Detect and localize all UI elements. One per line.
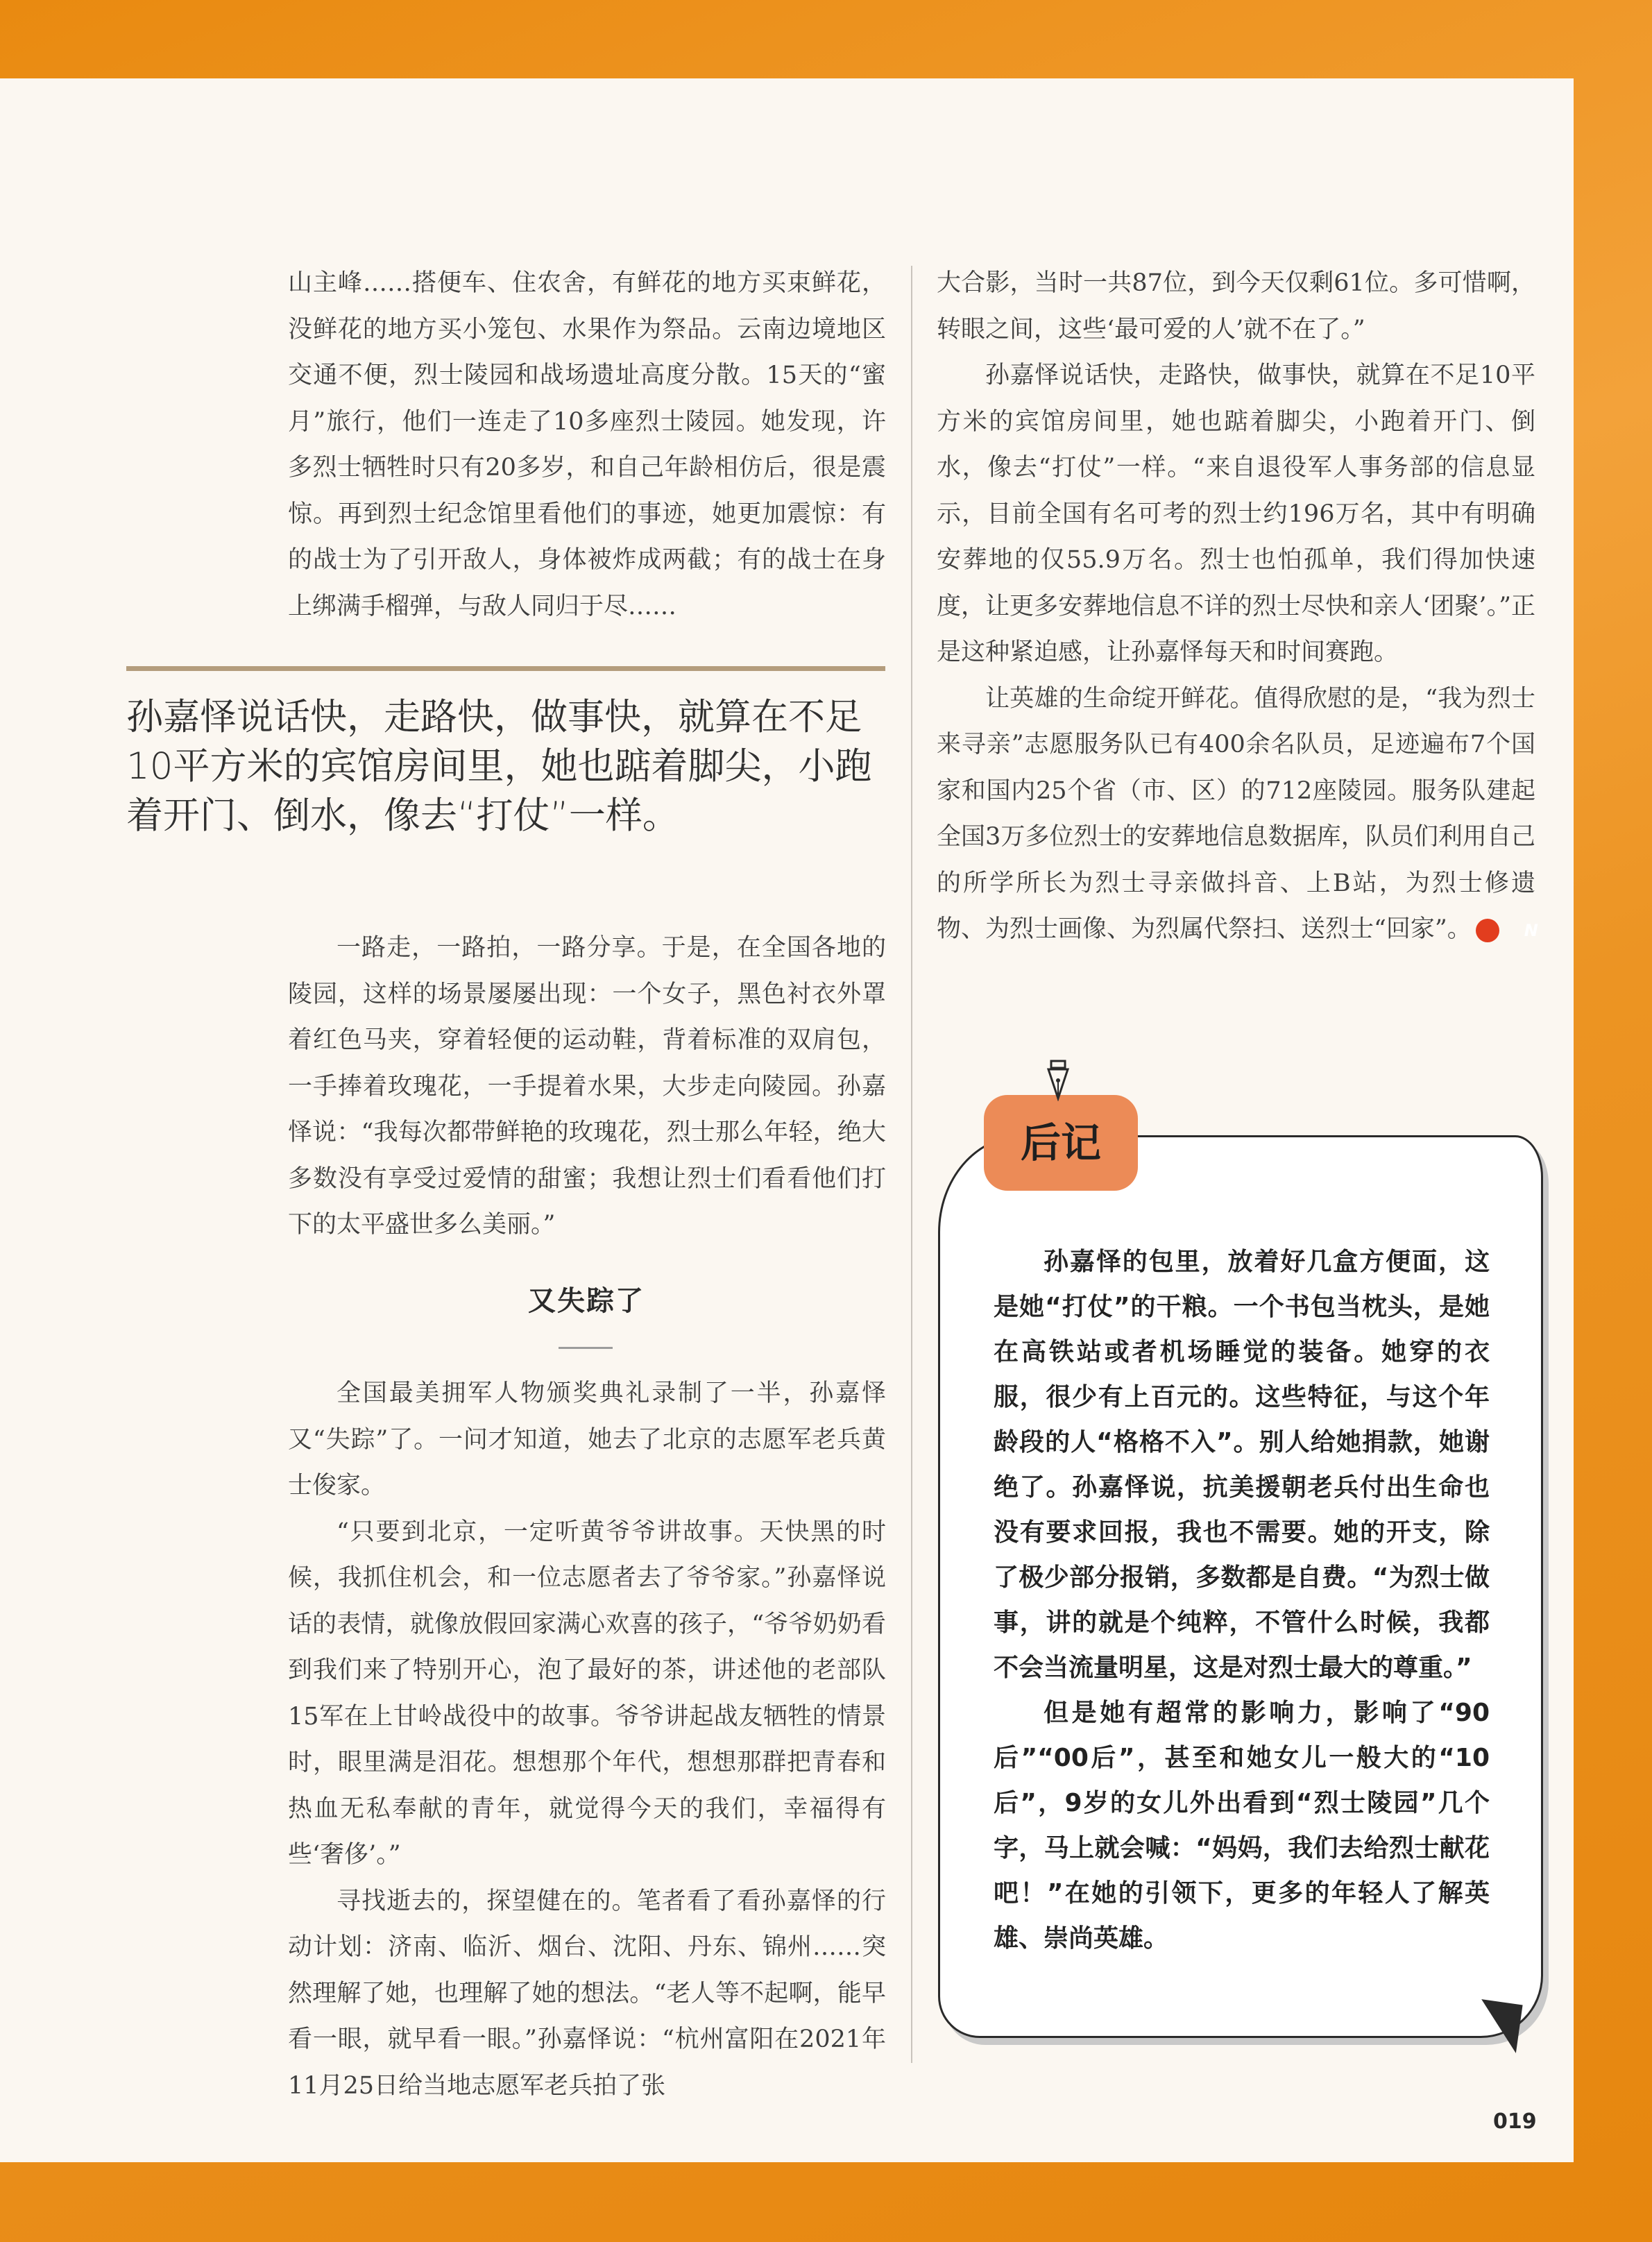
page-number: 019 xyxy=(1493,2109,1537,2134)
paragraph: “只要到北京，一定听黄爷爷讲故事。天快黑的时候，我抓住机会，和一位志愿者去了爷爷家。”孙嘉怿说话的表情，就像放假回家满心欢喜的孩子，“爷爷奶奶看到我们来了特别开心，泡了最好的茶，讲述他的老部队15军在上甘岭战役中的故事。爷爷讲起战友牺牲的情景时，眼里满是泪花。想想那个年代，想想那群把青春和热血无私奉献的青年，就觉得今天的我们，幸福得有些‘奢侈’。” xyxy=(288,1518,886,1869)
paragraph: 孙嘉怿的包里，放着好几盒方便面，这是她“打仗”的干粮。一个书包当枕头，是她在高铁站或者机场睡觉的装备。她穿的衣服，很少有上百元的。这些特征，与这个年龄段的人“格格不入”。别人给她捐款，她谢绝了。孙嘉怿说，抗美援朝老兵付出生命也没有要求回报，我也不需要。她的开支，除了极少部分报销，多数都是自费。“为烈士做事，讲的就是个纯粹，不管什么时候，我都不会当流量明星，这是对烈士最大的尊重。” xyxy=(994,1248,1490,1682)
section-heading: 又失踪了 xyxy=(528,1285,645,1317)
left-column-bottom xyxy=(288,1370,886,2109)
paragraph: 大合影，当时一共87位，到今天仅剩61位。多可惜啊，转眼之间，这些‘最可爱的人’就不在了。” xyxy=(937,269,1535,343)
paragraph: 寻找逝去的，探望健在的。笔者看了看孙嘉怿的行动计划：济南、临沂、烟台、沈阳、丹东、锦州……突然理解了她，也理解了她的想法。“老人等不起啊，能早看一眼，就早看一眼。”孙嘉怿说：“杭州富阳在2021年11月25日给当地志愿军老兵拍了张 xyxy=(288,1887,886,2100)
speech-bubble-tail xyxy=(1474,1999,1522,2053)
end-mark-icon: N xyxy=(1476,919,1499,942)
afterword-tag: 后记 xyxy=(984,1095,1138,1191)
paragraph-text: 让英雄的生命绽开鲜花。值得欣慰的是，“我为烈士来寻亲”志愿服务队已有400余名队员，足迹遍布7个国家和国内25个省（市、区）的712座陵园。服务队建起全国3万多位烈士的安葬地信息数据库，队员们利用自己的所学所长为烈士寻亲做抖音、上B站，为烈士修遗物、为烈士画像、为烈属代祭扫、送烈士“回家”。 xyxy=(937,684,1535,943)
left-column-top xyxy=(288,260,886,629)
paragraph: 全国最美拥军人物颁奖典礼录制了一半，孙嘉怿又“失踪”了。一问才知道，她去了北京的志愿军老兵黄士俊家。 xyxy=(288,1379,886,1500)
pen-nib-icon xyxy=(1044,1060,1072,1101)
section-heading-rule xyxy=(559,1347,613,1349)
left-column-middle xyxy=(288,925,886,1248)
afterword-text xyxy=(994,1239,1490,1961)
paragraph: 山主峰……搭便车、住农舍，有鲜花的地方买束鲜花，没鲜花的地方买小笼包、水果作为祭品。云南边境地区交通不便，烈士陵园和战场遗址高度分散。15天的“蜜月”旅行，他们一连走了10多座烈士陵园。她发现，许多烈士牺牲时只有20多岁，和自己年龄相仿后，很是震惊。再到烈士纪念馆里看他们的事迹，她更加震惊：有的战士为了引开敌人，身体被炸成两截；有的战士在身上绑满手榴弹，与敌人同归于尽…… xyxy=(288,269,886,620)
right-column xyxy=(937,260,1538,953)
paragraph: 孙嘉怿说话快，走路快，做事快，就算在不足10平方米的宾馆房间里，她也踮着脚尖，小跑着开门、倒水，像去“打仗”一样。“来自退役军人事务部的信息显示，目前全国有名可考的烈士约196万名，其中有明确安葬地的仅55.9万名。烈士也怕孤单，我们得加快速度，让更多安葬地信息不详的烈士尽快和亲人‘团聚’。”正是这种紧迫感，让孙嘉怿每天和时间赛跑。 xyxy=(937,362,1535,666)
paragraph xyxy=(937,676,1538,953)
column-divider xyxy=(911,266,912,2063)
pull-quote: 孙嘉怿说话快，走路快，做事快，就算在不足10平方米的宾馆房间里，她也踮着脚尖，小跑着开门、倒水，像去“打仗”一样。 xyxy=(126,696,872,837)
paragraph: 一路走，一路拍，一路分享。于是，在全国各地的陵园，这样的场景屡屡出现：一个女子，黑色衬衣外罩着红色马夹，穿着轻便的运动鞋，背着标准的双肩包，一手捧着玫瑰花，一手提着水果，大步走向陵园。孙嘉怿说：“我每次都带鲜艳的玫瑰花，烈士那么年轻，绝大多数没有享受过爱情的甜蜜；我想让烈士们看看他们打下的太平盛世多么美丽。” xyxy=(288,934,886,1239)
pull-quote-rule xyxy=(126,666,885,671)
paragraph: 但是她有超常的影响力，影响了“90后”“00后”，甚至和她女儿一般大的“10后”，9岁的女儿外出看到“烈士陵园”几个字，马上就会喊：“妈妈，我们去给烈士献花吧！”在她的引领下，更多的年轻人了解英雄、崇尚英雄。 xyxy=(994,1699,1490,1953)
